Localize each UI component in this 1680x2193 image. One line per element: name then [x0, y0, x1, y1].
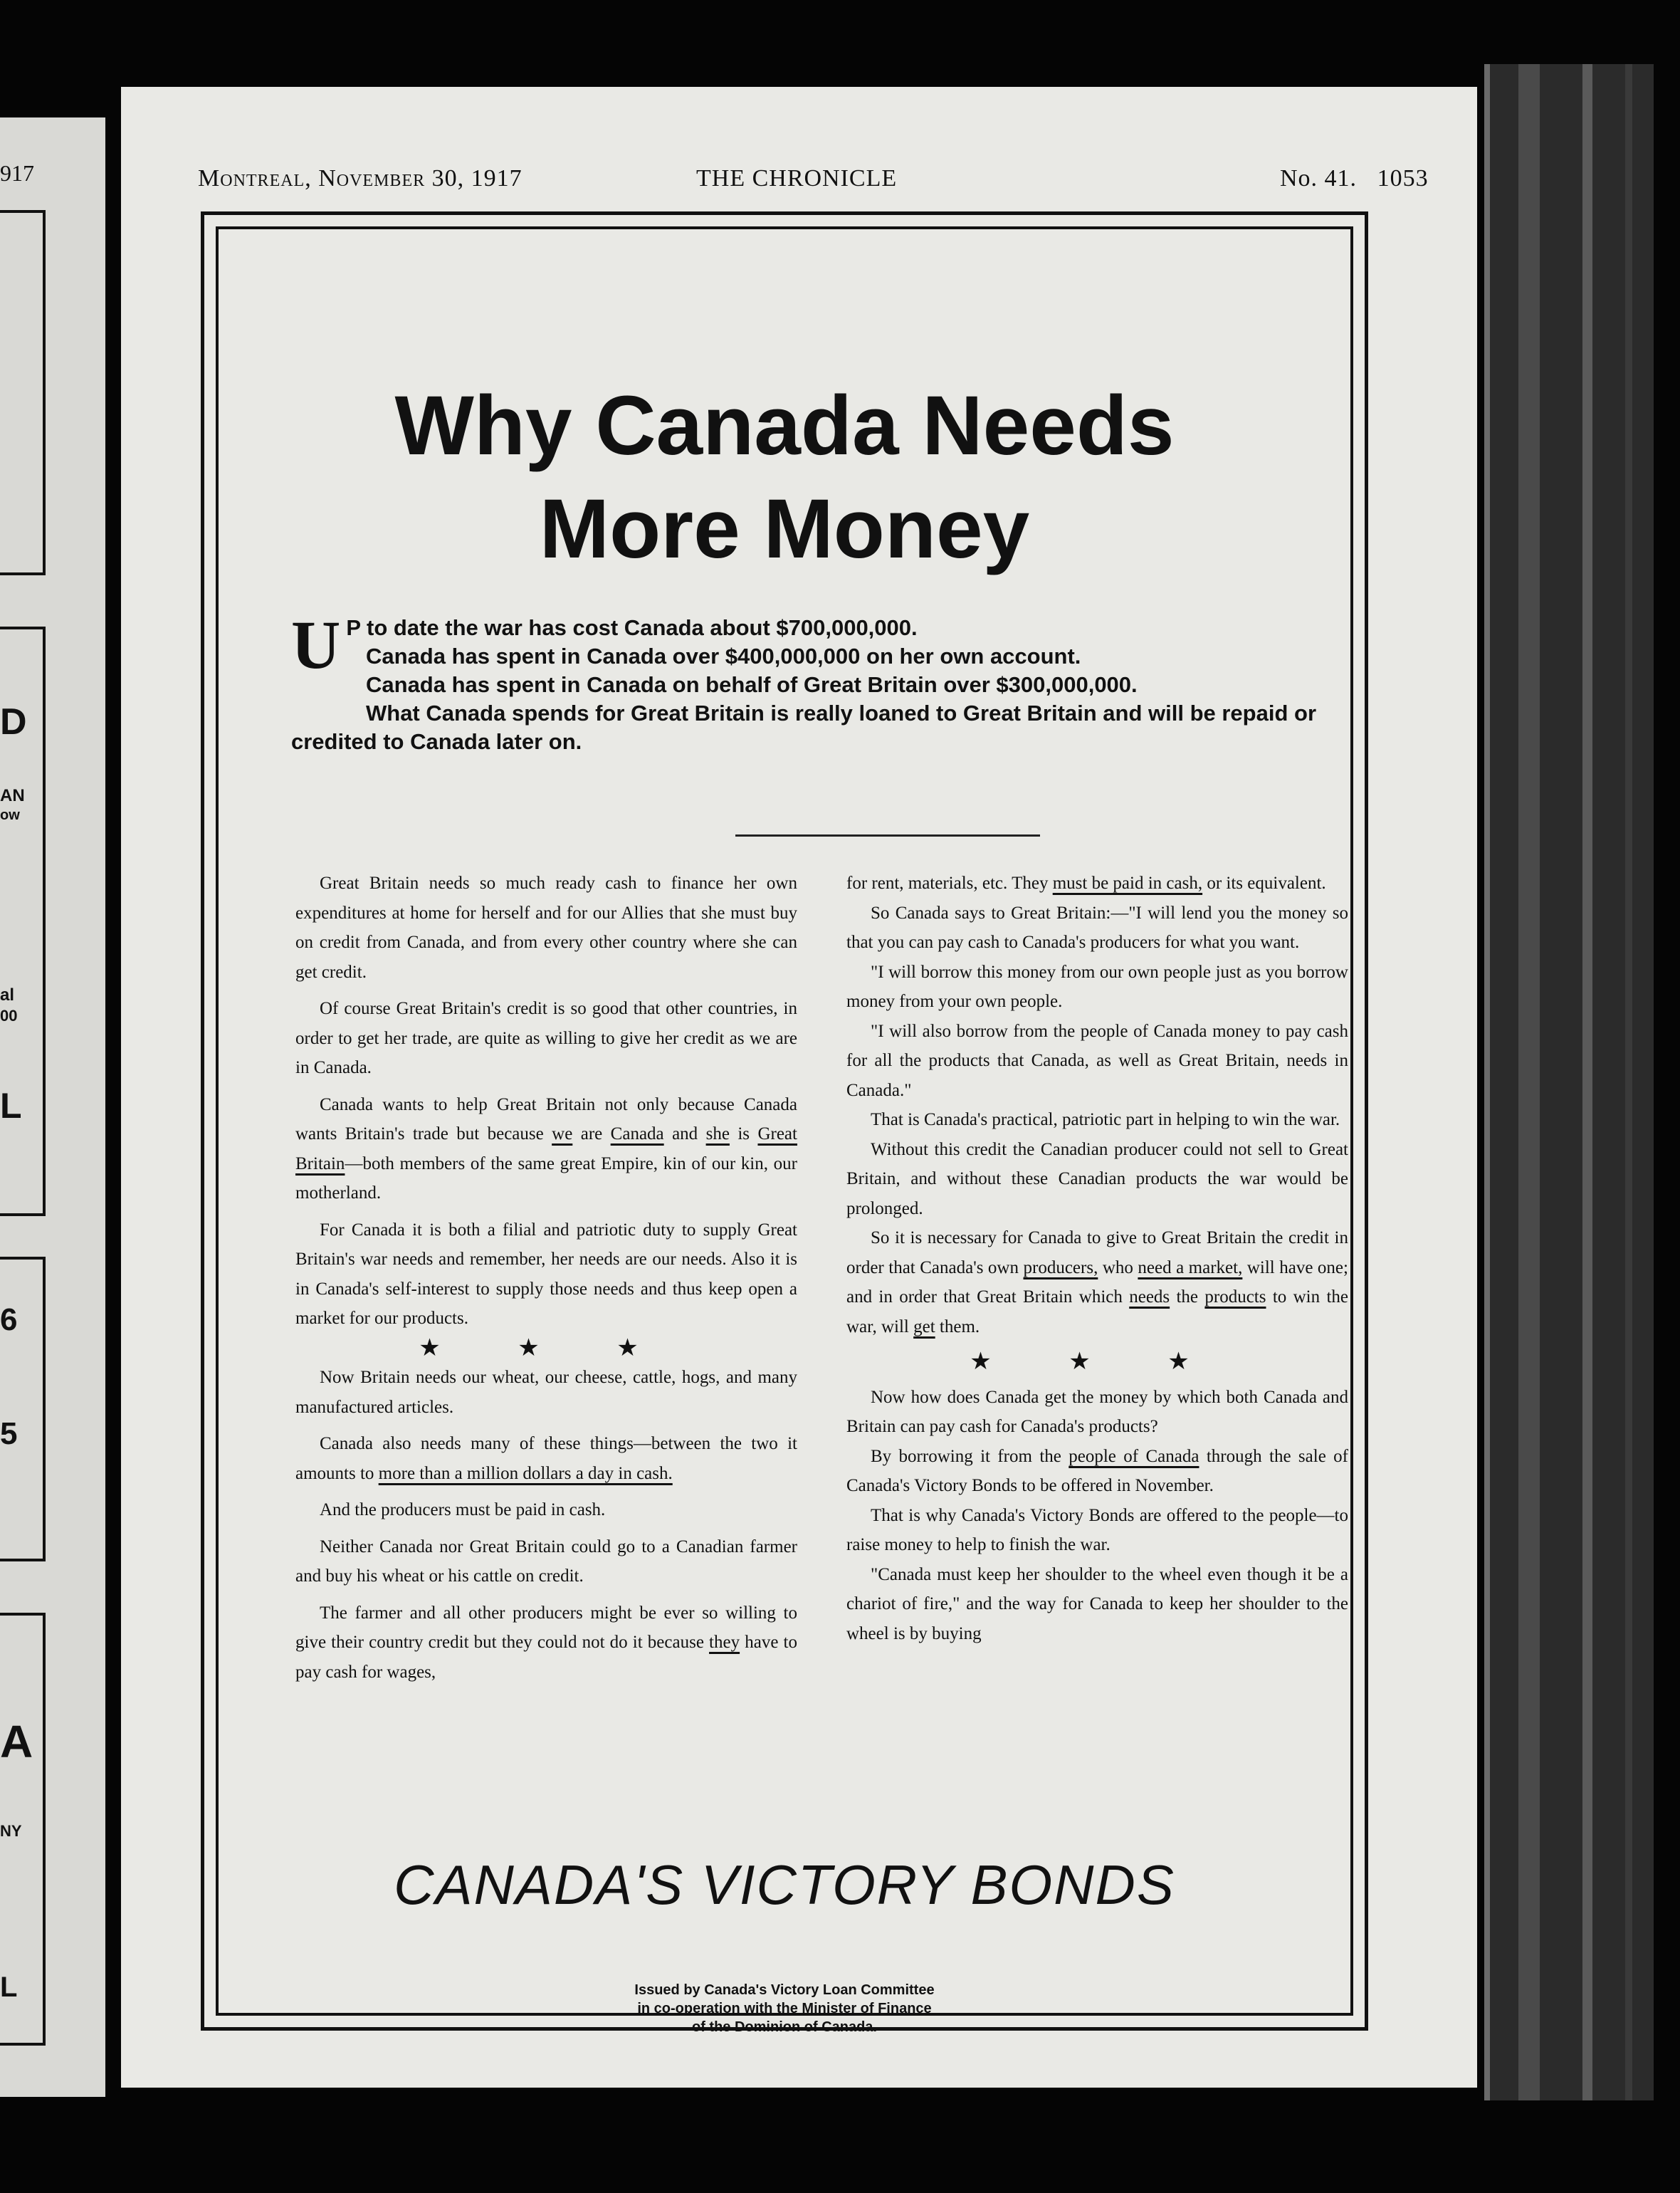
- divider-rule: [735, 834, 1040, 837]
- paragraph: So Canada says to Great Britain:—"I will lend you the money so that you can pay cash to Canada's producers for what you want.: [846, 903, 1348, 952]
- paragraph: Great Britain needs so much ready cash to finance her own expenditures at home for herself and for our Allies that she must buy on credit from Canada, and from every other country where she can get credit.: [295, 874, 797, 982]
- header-issue-number: No. 41. 1053: [1280, 165, 1429, 192]
- page-header: [198, 165, 1493, 201]
- fragment-text: AN: [0, 786, 25, 805]
- fragment-text: 6: [0, 1302, 18, 1337]
- paragraph: for rent, materials, etc. They must be paid in cash, or its equivalent.: [846, 874, 1326, 893]
- previous-page-box: [0, 627, 46, 1216]
- paragraph: "I will also borrow from the people of Canada money to pay cash for all the products that Canada, as well as Great Britain, needs in Canada.": [846, 1021, 1348, 1100]
- paragraph: Canada wants to help Great Britain not only because Canada wants Britain's trade but because we are Canada and she is Great Britain—both members of the same great Empire, kin of our kin, our motherland.: [295, 1094, 797, 1203]
- drop-cap: U: [291, 607, 341, 683]
- previous-page-box: [0, 1613, 46, 2046]
- paragraph: Neither Canada nor Great Britain could go to a Canadian farmer and buy his wheat or his cattle on credit.: [295, 1537, 797, 1586]
- star-separator: ★ ★ ★: [419, 1334, 674, 1361]
- fragment-text: D: [0, 701, 27, 743]
- paragraph: Without this credit the Canadian producer could not sell to Great Britain, and without these Canadian products the war would be prolonged.: [846, 1139, 1348, 1218]
- paragraph: So it is necessary for Canada to give to Great Britain the credit in order that Canada's own producers, who need a market, will have one; and in order that Great Britain which needs the products to win the war, will get them.: [846, 1228, 1348, 1336]
- victory-bonds-heading: CANADA'S VICTORY BONDS: [394, 1853, 1175, 1916]
- ad-title-line1: Why Canada Needs: [394, 379, 1175, 473]
- fragment-text: 00: [0, 1007, 18, 1025]
- previous-page-box: [0, 210, 46, 575]
- header-page-number: 1053: [1377, 165, 1429, 192]
- paragraph: For Canada it is both a filial and patriotic duty to supply Great Britain's war needs and remember, her needs are our needs. Also it is in Canada's self-interest to supply those needs and thus keep open a market for our products.: [295, 1220, 797, 1328]
- paragraph: "I will borrow this money from our own people just as you borrow money from your own people.: [846, 962, 1348, 1011]
- newspaper-page: [121, 87, 1477, 2088]
- previous-page-box: [0, 1257, 46, 1561]
- paragraph: By borrowing it from the people of Canada through the sale of Canada's Victory Bonds to be offered in November.: [846, 1446, 1348, 1495]
- fragment-text: NY: [0, 1822, 22, 1840]
- previous-page-fragment: [0, 117, 105, 2097]
- paragraph: "Canada must keep her shoulder to the wheel even though it be a chariot of fire," and the way for Canada to keep her shoulder to the wheel is by buying: [846, 1564, 1348, 1643]
- book-binding: [1484, 64, 1654, 2100]
- paragraph: Now how does Canada get the money by which both Canada and Britain can pay cash for Canada's products?: [846, 1387, 1348, 1436]
- left-column: [295, 869, 797, 1687]
- header-place-date: Montreal, November 30, 1917: [198, 165, 523, 192]
- advertisement-inner-frame: [216, 226, 1353, 2035]
- paragraph: Canada also needs many of these things—between the two it amounts to more than a million dollars a day in cash.: [295, 1434, 797, 1483]
- intro-line: Canada has spent in Canada over $400,000,000 on her own account.: [366, 644, 1081, 669]
- fragment-text: ow: [0, 807, 20, 823]
- intro-line: Canada has spent in Canada on behalf of Great Britain over $300,000,000.: [366, 672, 1138, 697]
- ad-intro: [291, 607, 1330, 756]
- paragraph: The farmer and all other producers might be ever so willing to give their country credit but they could not do it because they have to pay cash for wages,: [295, 1603, 797, 1682]
- paragraph: And the producers must be paid in cash.: [320, 1500, 606, 1519]
- fragment-text: L: [0, 1972, 18, 2003]
- fragment-text: A: [0, 1716, 33, 1767]
- star-separator: ★ ★ ★: [970, 1349, 1225, 1375]
- paragraph: That is why Canada's Victory Bonds are offered to the people—to raise money to help to finish the war.: [846, 1505, 1348, 1554]
- paragraph: Of course Great Britain's credit is so good that other countries, in order to get her trade, are quite as willing to give her credit as we are in Canada.: [295, 999, 797, 1077]
- header-publication: THE CHRONICLE: [696, 165, 898, 192]
- paragraph: That is Canada's practical, patriotic part in helping to win the war.: [871, 1110, 1340, 1129]
- paragraph: Now Britain needs our wheat, our cheese, cattle, hogs, and many manufactured articles.: [295, 1368, 797, 1417]
- intro-line: What Canada spends for Great Britain is really loaned to Great Britain and will be repaid or credited to Canada later on.: [291, 701, 1317, 754]
- previous-page-year: 917: [0, 160, 34, 186]
- advertisement-frame: [201, 211, 1368, 2035]
- fragment-text: 5: [0, 1416, 18, 1451]
- intro-line: P to date the war has cost Canada about $700,000,000.: [346, 615, 918, 640]
- ad-title-line2: More Money: [539, 482, 1030, 576]
- fragment-text: al: [0, 985, 15, 1005]
- right-column: [846, 869, 1348, 1648]
- fragment-text: L: [0, 1086, 22, 1126]
- issued-by-note: Issued by Canada's Victory Loan Committee in co-operation with the Minister of Finance of the Dominion of Canada.: [634, 1982, 935, 2035]
